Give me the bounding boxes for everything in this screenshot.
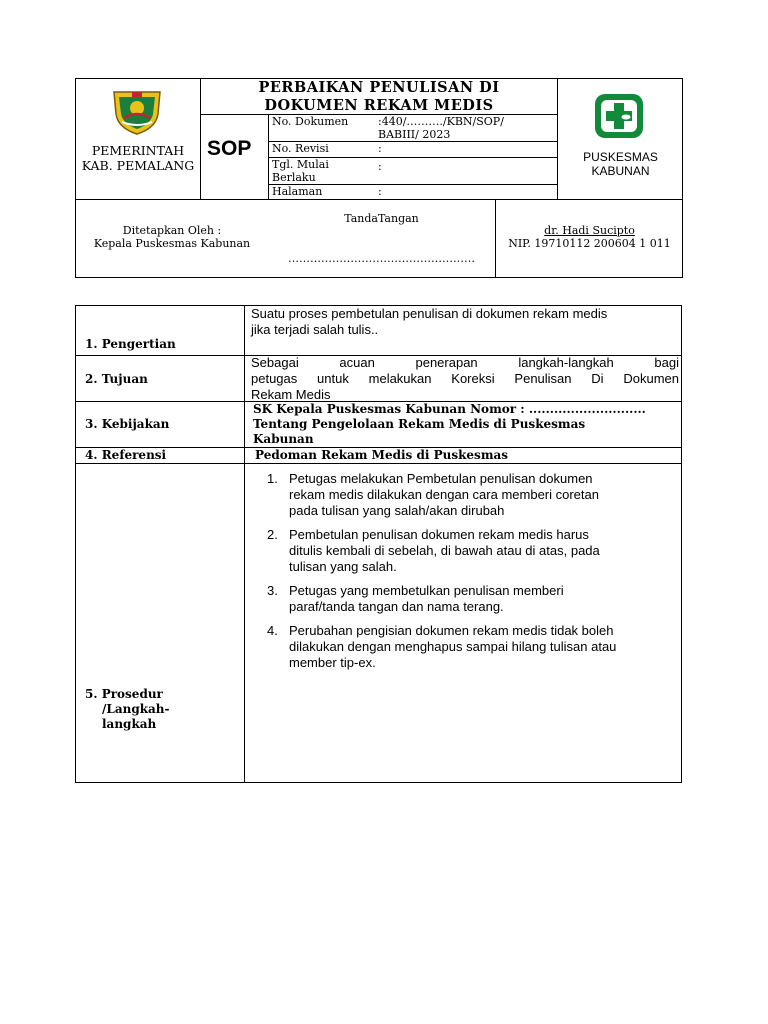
field-no-dokumen-value <box>378 115 504 141</box>
step-line: rekam medis dilakukan dengan cara memberi coretan <box>289 487 599 502</box>
step-item <box>267 527 677 575</box>
sop-title <box>201 79 557 115</box>
step-item <box>267 623 677 671</box>
field-no-dokumen-label: No. Dokumen <box>272 115 349 128</box>
kebijakan-text <box>253 402 681 447</box>
signature-line: …………………………………………… <box>288 252 475 265</box>
text-line: jika terjadi salah tulis.. <box>251 322 379 337</box>
field-label-line: Tgl. Mulai <box>272 158 329 171</box>
prosedur-label-line: /Langkah- <box>102 702 170 716</box>
tujuan-text <box>251 355 679 403</box>
tujuan-label: 2. Tujuan <box>85 372 148 386</box>
prosedur-label-line: langkah <box>102 717 157 731</box>
text-line: petugas untuk melakukan Koreksi Penulisan Di Dokumen <box>251 371 679 386</box>
puskesmas-cross-logo <box>593 92 645 140</box>
approval-by <box>76 224 268 250</box>
field-no-revisi-label: No. Revisi <box>272 142 329 155</box>
puskesmas-line: KABUNAN <box>591 164 650 178</box>
step-number: 2. <box>267 527 278 542</box>
ditetapkan-label: Ditetapkan Oleh : <box>122 224 222 237</box>
step-line: ditulis kembali di sebelah, di bawah atau di atas, pada <box>289 543 600 558</box>
field-halaman-label: Halaman <box>272 185 323 198</box>
text-line: Kabunan <box>253 432 314 446</box>
jabatan-label: Kepala Puskesmas Kabunan <box>93 237 251 250</box>
step-line: tulisan yang salah. <box>289 559 397 574</box>
pengertian-label: 1. Pengertian <box>85 337 176 351</box>
field-tgl-berlaku-value: : <box>378 160 382 173</box>
prosedur-label <box>85 687 170 732</box>
pengertian-text <box>251 306 679 338</box>
step-line: member tip-ex. <box>289 655 376 670</box>
referensi-label: 4. Referensi <box>85 448 167 462</box>
signatory-name: dr. Hadi Sucipto <box>544 224 635 237</box>
signatory-nip: NIP. 19710112 200604 1 011 <box>508 237 671 250</box>
signatory <box>496 224 683 250</box>
title-line: PERBAIKAN PENULISAN DI <box>258 79 500 96</box>
tanda-tangan-label: TandaTangan <box>344 212 419 225</box>
step-line: Pembetulan penulisan dokumen rekam medis harus <box>289 527 589 542</box>
step-line: Perubahan pengisian dokumen rekam medis tidak boleh <box>289 623 614 638</box>
title-line: DOKUMEN REKAM MEDIS <box>264 97 494 114</box>
step-line: Petugas yang membetulkan penulisan memberi <box>289 583 564 598</box>
field-no-revisi-value: : <box>378 142 382 155</box>
field-label-line: Berlaku <box>272 171 316 184</box>
table-col-divider <box>244 305 245 783</box>
kebijakan-label: 3. Kebijakan <box>85 417 170 431</box>
prosedur-steps <box>267 471 677 679</box>
sop-label: SOP <box>207 137 252 160</box>
puskesmas-name <box>558 150 683 178</box>
step-item <box>267 583 677 615</box>
table-row-divider <box>75 463 682 464</box>
org-line: PEMERINTAH <box>91 143 185 158</box>
field-value-line: BABIII/ 2023 <box>378 128 451 141</box>
field-value-line: :440/………./KBN/SOP/ <box>378 115 504 128</box>
step-line: paraf/tanda tangan dan nama terang. <box>289 599 504 614</box>
step-number: 4. <box>267 623 278 638</box>
text-line: Tentang Pengelolaan Rekam Medis di Puskesmas <box>253 417 586 431</box>
referensi-text: Pedoman Rekam Medis di Puskesmas <box>255 448 509 462</box>
header-divider <box>75 199 683 200</box>
field-tgl-berlaku-label <box>272 158 329 184</box>
text-line: Sebagai acuan penerapan langkah-langkah bagi <box>251 355 679 370</box>
step-number: 3. <box>267 583 278 598</box>
org-name <box>76 143 200 173</box>
step-number: 1. <box>267 471 278 486</box>
step-line: dilakukan dengan menghapus sampai hilang tulisan atau <box>289 639 617 654</box>
step-line: Petugas melakukan Pembetulan penulisan dokumen <box>289 471 593 486</box>
text-line: SK Kepala Puskesmas Kabunan Nomor : ............................ <box>253 402 646 416</box>
header-divider <box>557 78 558 200</box>
prosedur-label-line: 5. Prosedur <box>85 687 163 701</box>
step-item <box>267 471 677 519</box>
step-line: pada tulisan yang salah/akan dirubah <box>289 503 505 518</box>
text-line: Suatu proses pembetulan penulisan di dokumen rekam medis <box>251 306 608 321</box>
org-line: KAB. PEMALANG <box>81 158 195 173</box>
text-line: Rekam Medis <box>251 387 331 402</box>
pemalang-logo <box>110 88 164 136</box>
field-halaman-value: : <box>378 185 382 198</box>
puskesmas-line: PUSKESMAS <box>583 150 658 164</box>
signature-area <box>268 212 495 265</box>
